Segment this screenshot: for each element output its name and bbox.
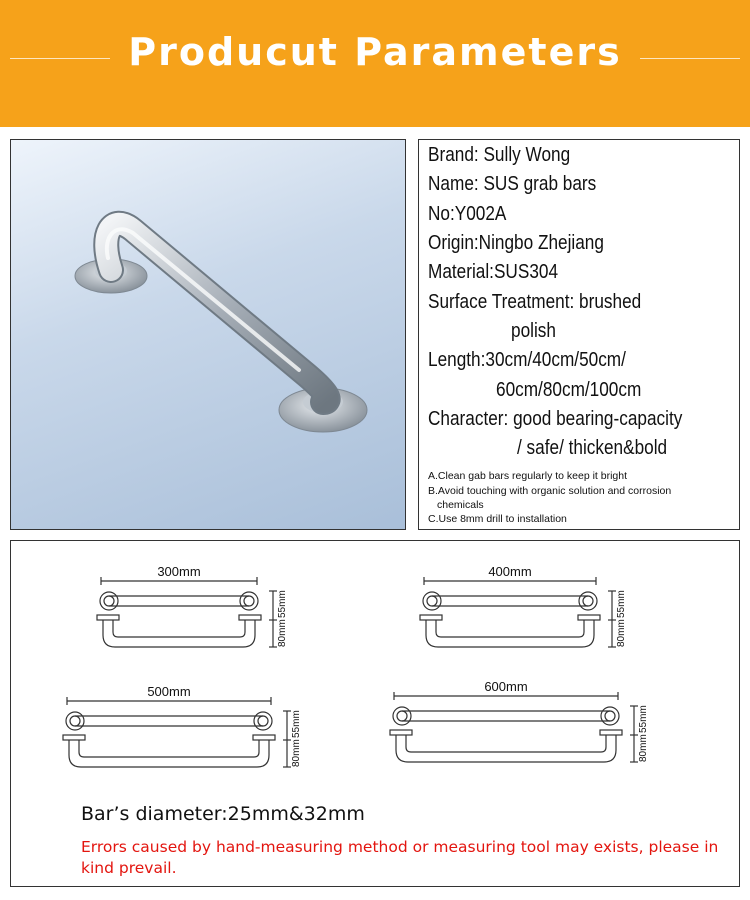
note-item: B.Avoid touching with organic solution and corrosion — [428, 485, 672, 497]
bar-diameter-text: Bar’s diameter:25mm&32mm — [81, 803, 365, 825]
grab-bar-diagram-2 — [420, 564, 627, 647]
width-label: 500mm — [147, 684, 191, 699]
param-name: Name: SUS grab bars — [428, 173, 597, 195]
param-material: Material:SUS304 — [428, 261, 559, 283]
note-item: A.Clean gab bars regularly to keep it bright — [428, 470, 628, 482]
note-item: chemicals — [437, 499, 484, 511]
param-surface-cont: polish — [511, 320, 556, 342]
param-length: Length:30cm/40cm/50cm/ — [428, 349, 626, 371]
height-inner-label: 55mm — [277, 590, 288, 618]
product-photo — [10, 139, 406, 530]
width-label: 400mm — [488, 564, 532, 579]
dimensions-panel — [10, 540, 740, 887]
parameters-panel — [418, 139, 740, 530]
dimension-diagrams — [11, 541, 741, 888]
height-inner-label: 55mm — [616, 590, 627, 618]
grab-bar-diagram-1 — [97, 564, 288, 647]
header-banner — [0, 0, 750, 127]
param-origin: Origin:Ningbo Zhejiang — [428, 232, 604, 254]
width-label: 600mm — [484, 679, 528, 694]
height-outer-label: 80mm — [291, 739, 302, 767]
param-surface: Surface Treatment: brushed — [428, 291, 642, 313]
height-inner-label: 55mm — [638, 705, 649, 733]
grab-bar-diagram-4 — [390, 679, 649, 762]
grab-bar-diagram-3 — [63, 684, 302, 767]
height-outer-label: 80mm — [638, 734, 649, 762]
measurement-warning: Errors caused by hand-measuring method or measuring tool may exists, please in kind prevail. — [81, 838, 719, 877]
param-brand: Brand: Sully Wong — [428, 144, 571, 166]
page-title: Producut Parameters — [128, 30, 622, 74]
grab-bar-photo-illustration — [11, 140, 406, 530]
param-character-cont: / safe/ thicken&bold — [517, 437, 668, 459]
height-outer-label: 80mm — [616, 619, 627, 647]
width-label: 300mm — [157, 564, 201, 579]
param-length-cont: 60cm/80cm/100cm — [496, 379, 642, 401]
param-number: No:Y002A — [428, 203, 507, 225]
param-character: Character: good bearing-capacity — [428, 408, 683, 430]
note-item: C.Use 8mm drill to installation — [428, 513, 567, 525]
height-inner-label: 55mm — [291, 710, 302, 738]
height-outer-label: 80mm — [277, 619, 288, 647]
